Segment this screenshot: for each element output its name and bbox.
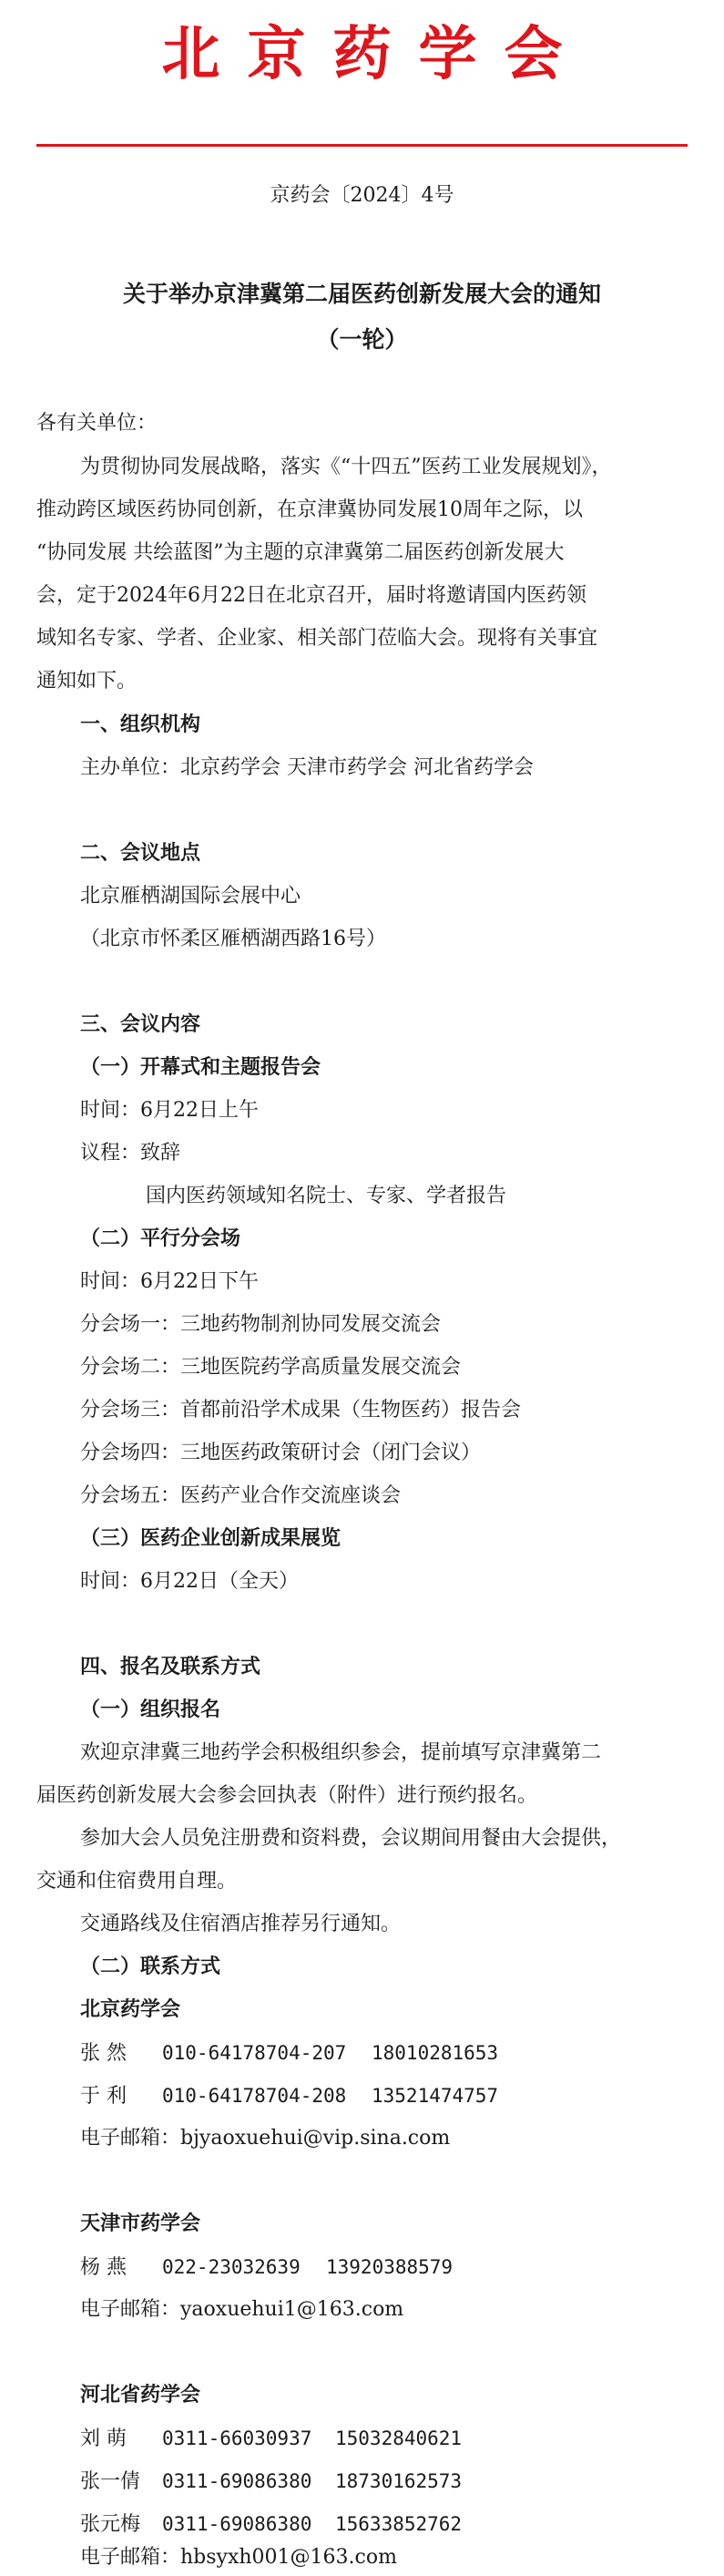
- agenda: 议程：致辞: [80, 1142, 181, 1165]
- contact-name: 杨 燕: [80, 2256, 127, 2279]
- subsection-heading: （二）平行分会场: [80, 1227, 241, 1250]
- salutation: 各有关单位：: [36, 412, 158, 435]
- notice-title: 关于举办京津冀第二届医药创新发展大会的通知: [122, 281, 601, 307]
- contact-email[interactable]: 电子邮箱：bjyaoxuehui@vip.sina.com: [80, 2127, 451, 2150]
- contact-name: 于 利: [80, 2085, 127, 2108]
- venue-address: （北京市怀柔区雁栖湖西路16号）: [80, 928, 386, 950]
- section-heading: 一、组织机构: [80, 713, 201, 736]
- subsection-heading: （三）医药企业创新成果展览: [80, 1527, 342, 1550]
- contact-phone: 0311-66030937: [162, 2427, 312, 2449]
- registration-text: 届医药创新发展大会参会回执表（附件）进行预约报名。: [36, 1784, 538, 1807]
- contact-phone: 0311-69086380: [162, 2513, 312, 2535]
- session-time: 时间：6月22日上午: [80, 1099, 259, 1122]
- intro-line: 为贯彻协同发展战略，落实《“十四五”医药工业发展规划》，: [80, 456, 612, 478]
- registration-text: 欢迎京津冀三地药学会积极组织参会，提前填写京津冀第二: [80, 1741, 602, 1764]
- document-number: 京药会〔2024〕4号: [270, 184, 454, 207]
- contact-name: 刘 萌: [80, 2427, 127, 2450]
- contact-name: 张 然: [80, 2042, 127, 2065]
- intro-line: 推动跨区域医药协同创新，在京津冀协同发展10周年之际，以: [36, 498, 583, 521]
- subsection-heading: （二）联系方式: [80, 1955, 221, 1978]
- contact-mobile: 13920388579: [326, 2256, 454, 2278]
- contact-row: [80, 2420, 462, 2458]
- contact-org: 北京药学会: [80, 1998, 181, 2021]
- registration-text: 交通和住宿费用自理。: [36, 1870, 238, 1893]
- session-time: 时间：6月22日（全天）: [80, 1570, 299, 1593]
- intro-line: 通知如下。: [36, 670, 138, 693]
- intro-line: 会，定于2024年6月22日在北京召开，届时将邀请国内医药领: [36, 584, 586, 607]
- contact-mobile: 13521474757: [372, 2085, 499, 2107]
- intro-line: 域知名专家、学者、企业家、相关部门莅临大会。现将有关事宜: [36, 627, 598, 650]
- sub-venue-item: 分会场一：三地药物制剂协同发展交流会: [80, 1313, 442, 1336]
- red-divider: [36, 144, 688, 147]
- intro-line: “协同发展 共绘蓝图”为主题的京津冀第二届医药创新发展大: [36, 541, 565, 564]
- notice-subtitle: （一轮）: [316, 326, 408, 353]
- contact-email[interactable]: 电子邮箱：hbsyxh001@163.com: [80, 2546, 397, 2569]
- sub-venue-item: 分会场二：三地医院药学高质量发展交流会: [80, 1356, 462, 1379]
- subsection-heading: （一）组织报名: [80, 1699, 221, 1721]
- contact-org: 天津市药学会: [80, 2212, 201, 2235]
- section-heading: 二、会议地点: [80, 842, 201, 865]
- section-heading: 四、报名及联系方式: [80, 1656, 261, 1678]
- registration-text: 参加大会人员免注册费和资料费，会议期间用餐由大会提供，: [80, 1827, 622, 1850]
- org-name-header: 北京药学会: [161, 21, 590, 88]
- contact-email[interactable]: 电子邮箱：yaoxuehui1@163.com: [80, 2298, 404, 2321]
- agenda-item: 国内医药领域知名院士、专家、学者报告: [146, 1185, 507, 1207]
- contact-phone: 0311-69086380: [162, 2470, 312, 2492]
- contact-mobile: 18730162573: [335, 2470, 463, 2492]
- organizers: 主办单位：北京药学会 天津市药学会 河北省药学会: [80, 756, 534, 779]
- contact-row: [80, 2506, 462, 2543]
- contact-mobile: 15032840621: [335, 2427, 463, 2449]
- contact-mobile: 18010281653: [372, 2042, 499, 2064]
- contact-row: [80, 2463, 462, 2500]
- session-time: 时间：6月22日下午: [80, 1270, 259, 1293]
- contact-phone: 010-64178704-207: [162, 2042, 347, 2064]
- contact-org: 河北省药学会: [80, 2384, 201, 2407]
- contact-phone: 022-23032639: [162, 2256, 301, 2278]
- subsection-heading: （一）开幕式和主题报告会: [80, 1056, 321, 1079]
- section-heading: 三、会议内容: [80, 1013, 201, 1036]
- registration-text: 交通路线及住宿酒店推荐另行通知。: [80, 1913, 402, 1935]
- contact-mobile: 15633852762: [335, 2513, 463, 2535]
- venue: 北京雁栖湖国际会展中心: [80, 885, 301, 908]
- sub-venue-item: 分会场四：三地医药政策研讨会（闭门会议）: [80, 1442, 482, 1464]
- contact-phone: 010-64178704-208: [162, 2085, 347, 2107]
- contact-row: [80, 2078, 498, 2115]
- contact-name: 张一倩: [80, 2470, 141, 2493]
- contact-row: [80, 2035, 498, 2072]
- contact-name: 张元梅: [80, 2513, 141, 2536]
- contact-row: [80, 2249, 453, 2286]
- sub-venue-item: 分会场五：医药产业合作交流座谈会: [80, 1484, 402, 1507]
- sub-venue-item: 分会场三：首都前沿学术成果（生物医药）报告会: [80, 1399, 522, 1421]
